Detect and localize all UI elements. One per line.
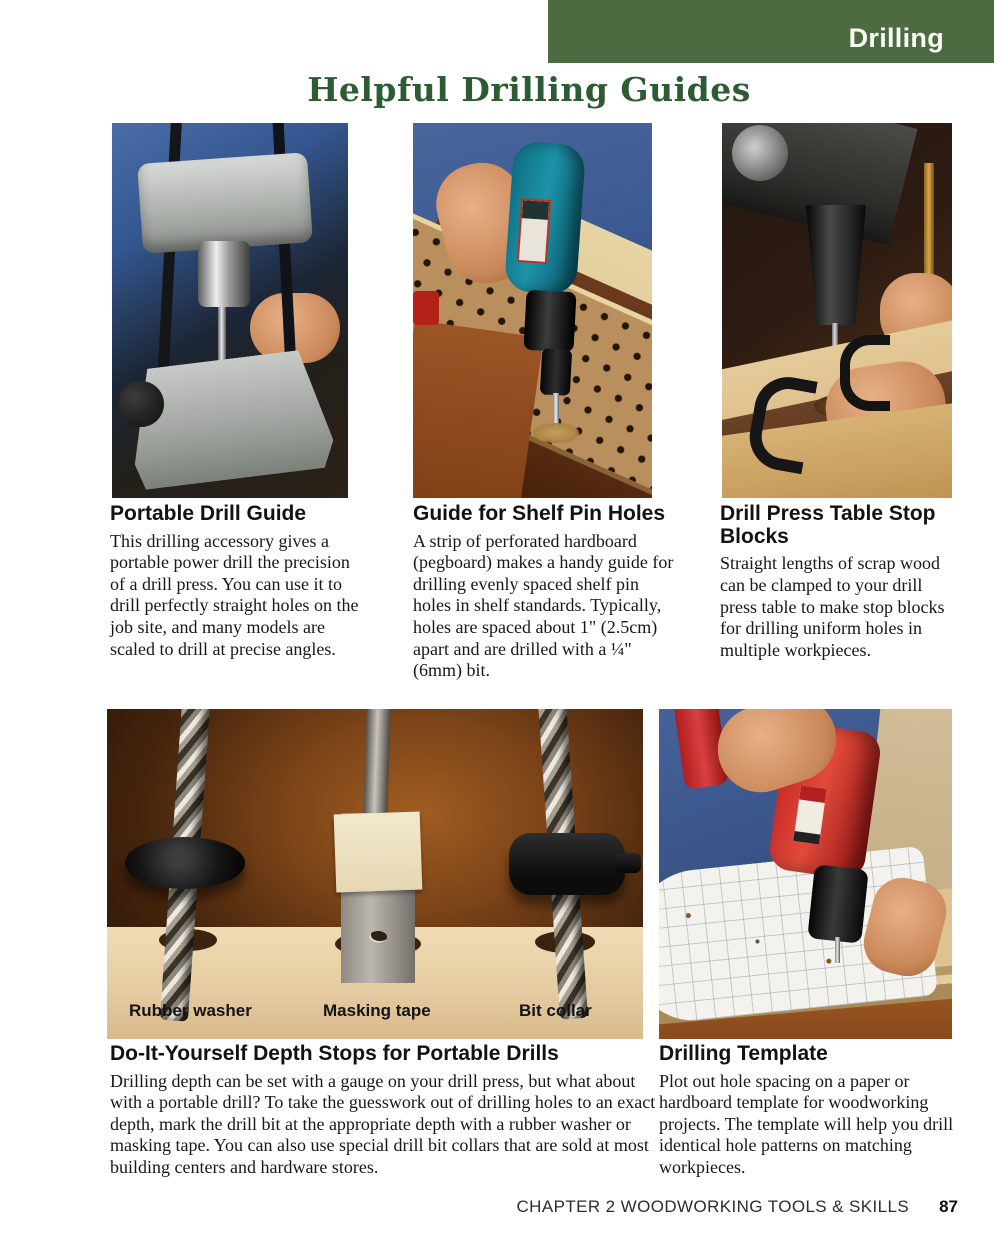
press-chuck [806,205,866,325]
clamp-upper [840,335,890,411]
clamp-red [413,291,439,325]
chapter-tab-label: Drilling [848,23,944,53]
drill-bit [553,393,559,427]
drill-label-sticker [519,200,549,262]
article-stop-blocks [720,503,960,661]
article-body: This drilling accessory gives a portable power drill the precision of a drill press. You can use it to drill perfectly straight holes on the job site, and many models are scaled to drill at precise angles. [110,530,359,659]
drill-chuck [198,241,250,307]
article-heading: Do-It-Yourself Depth Stops for Portable Drills [110,1042,559,1065]
label-bit-collar: Bit collar [519,1001,592,1020]
shelf-pin-holes-photo [413,123,652,498]
clutch-collar [523,290,576,353]
article-portable-drill-guide [110,503,368,660]
portable-drill-guide-photo [112,123,348,498]
rubber-washer [125,837,245,889]
article-heading: Portable Drill Guide [110,502,307,525]
bit-collar [509,833,625,895]
article-heading: Drill Press Table Stop Blocks [720,502,936,548]
article-shelf-pin-holes [413,503,675,682]
pulley-bolt [732,125,788,181]
spade-bit-hole [369,931,387,943]
drill-chuck [540,348,572,396]
spade-bit-shaft [363,709,392,829]
article-heading: Guide for Shelf Pin Holes [413,502,666,525]
depth-stops-photo [107,709,643,1039]
article-body: A strip of perforated hardboard (pegboard) makes a handy guide for drilling evenly spaced shelf pin holes in shelf standards. Typically, holes are spaced about 1" (2.5cm) apart and are drilled with a ¼" (6mm) bit. [413,530,674,681]
footer-page-number: 87 [939,1197,958,1216]
article-body: Drilling depth can be set with a gauge on your drill press, but what about with a portable drill? To take the guesswork out of drilling holes to an exact depth, mark the drill bit at the appropriate depth with a rubber washer or masking tape. You can also use special drill bit collars that are sold at most building centers and hardware stores. [110,1070,656,1178]
article-depth-stops [110,1043,663,1179]
label-masking-tape: Masking tape [323,1001,431,1020]
drilling-template-photo [659,709,952,1039]
drill-chuck [807,864,868,943]
bench-leg [413,320,544,498]
guide-top-bracket [137,152,313,254]
collar-set-screw [615,853,641,873]
label-rubber-washer: Rubber washer [129,1001,252,1020]
clamp-knob [118,381,164,427]
page-title: Helpful Drilling Guides [307,70,751,109]
chapter-tab-banner [548,0,994,63]
article-drilling-template [659,1043,959,1179]
article-body: Plot out hole spacing on a paper or hardboard template for woodworking projects. The template will help you drill identical hole patterns on matching workpieces. [659,1070,954,1178]
sawdust [533,423,579,443]
article-body: Straight lengths of scrap wood can be clamped to your drill press table to make stop blocks for drilling uniform holes in multiple workpieces. [720,553,945,660]
page-footer [517,1197,959,1217]
masking-tape [334,812,423,893]
drill-bit [835,937,840,963]
drill-press-photo [722,123,952,498]
footer-chapter-title: CHAPTER 2 WOODWORKING TOOLS & SKILLS [516,1197,910,1216]
article-heading: Drilling Template [659,1042,828,1065]
